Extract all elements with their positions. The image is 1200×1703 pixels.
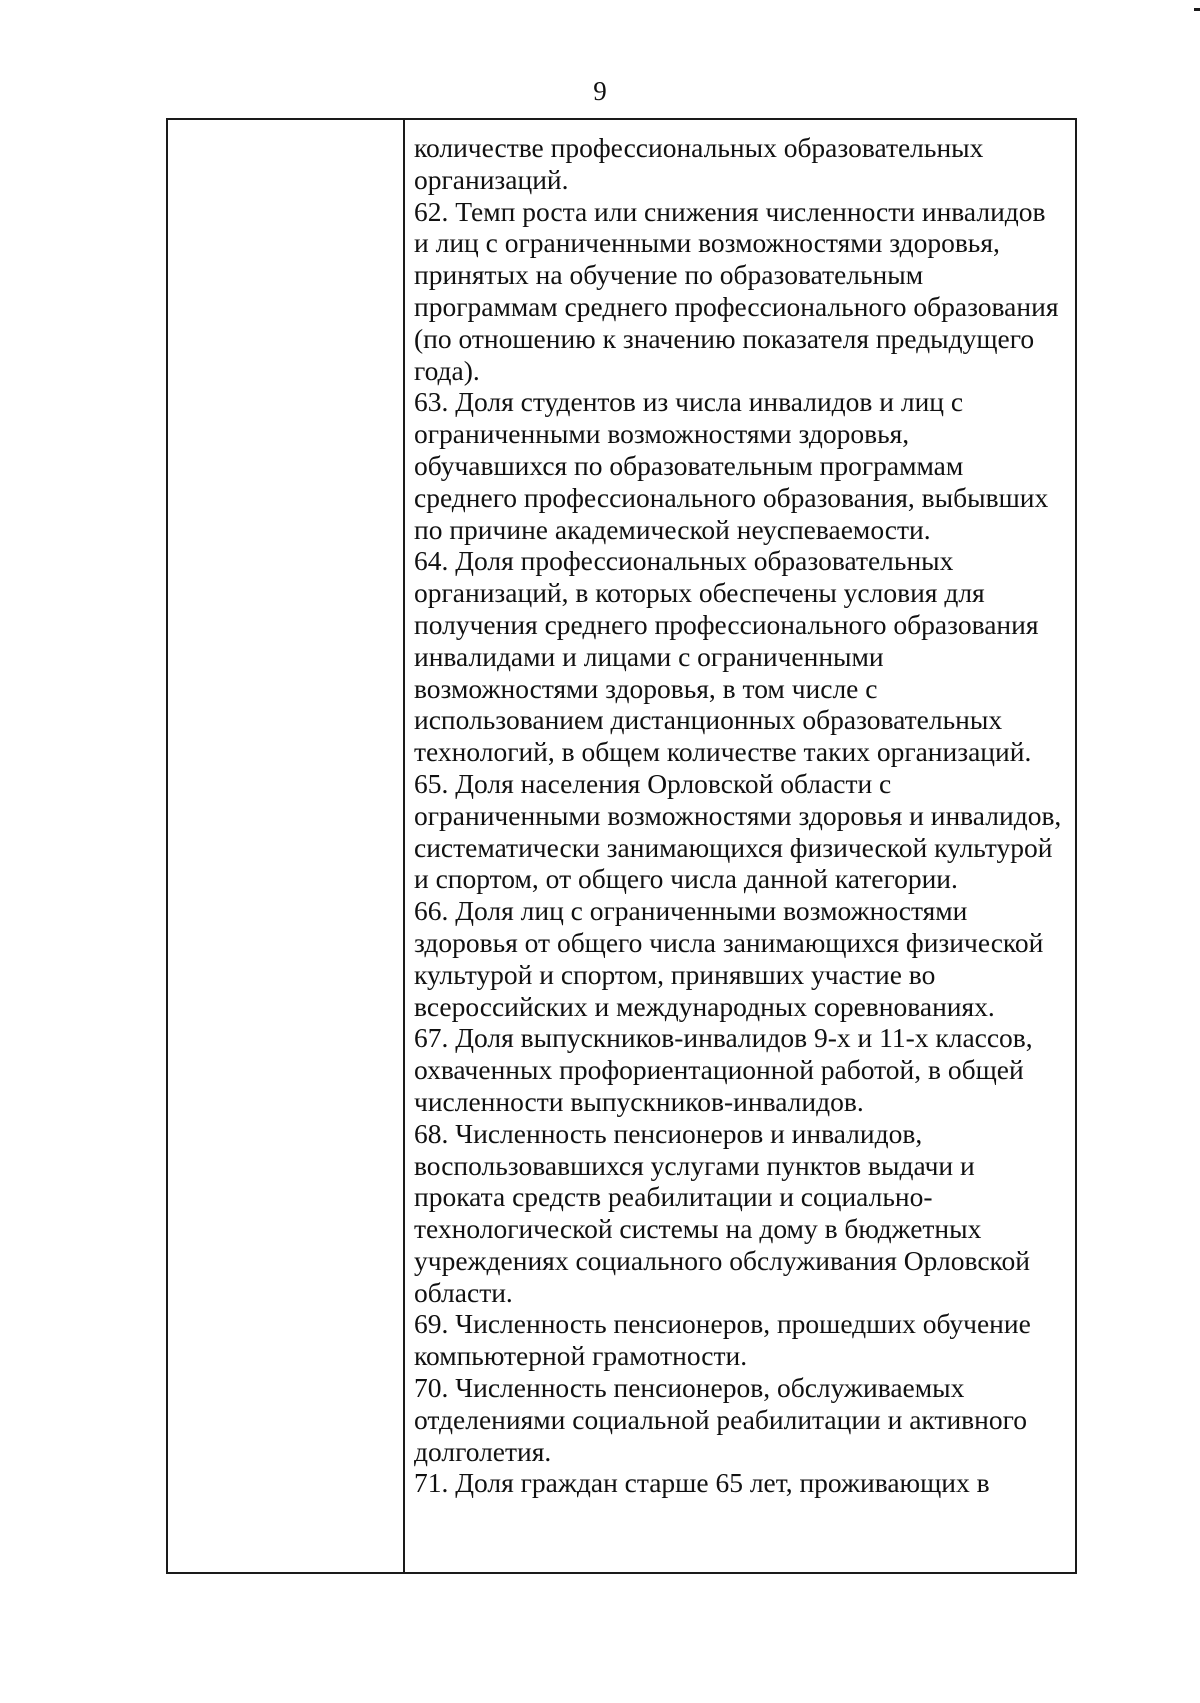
indicator-entry: 63. Доля студентов из числа инвалидов и лиц с ограниченными возможностями здоровья, обучавшихся по образовательным программам среднего профессионального образования, выбывших по причине академической неуспеваемости. bbox=[414, 386, 1049, 545]
table-right-column bbox=[405, 120, 1075, 1572]
indicator-entry: 71. Доля граждан старше 65 лет, проживающих в bbox=[414, 1467, 990, 1499]
indicator-entry: 67. Доля выпускников-инвалидов 9-х и 11-х классов, охваченных профориентационной работой, в общей численности выпускников-инвалидов. bbox=[414, 1022, 1033, 1117]
indicator-entry: количестве профессиональных образовательных организаций. bbox=[414, 132, 984, 195]
indicator-entry: 64. Доля профессиональных образовательных организаций, в которых обеспечены условия для получения среднего профессионального образования инвалидами и лицами с ограниченными возможностями здоровья, в том числе с использованием дистанционных образовательных технологий, в общем количестве таких организаций. bbox=[414, 545, 1039, 768]
indicator-entry: 68. Численность пенсионеров и инвалидов, воспользовавшихся услугами пунктов выдачи и проката средств реабилитации и социально-технологической системы на дому в бюджетных учреждениях социального обслуживания Орловской области. bbox=[414, 1117, 1030, 1308]
page-number: 9 bbox=[593, 76, 607, 106]
scan-edge-mark bbox=[1194, 8, 1200, 11]
indicator-entry: 65. Доля населения Орловской области с ограниченными возможностями здоровья и инвалидов, систематически занимающихся физической культурой и спортом, от общего числа данной категории. bbox=[414, 767, 1062, 895]
indicator-entry: 66. Доля лиц с ограниченными возможностями здоровья от общего числа занимающихся физической культурой и спортом, принявших участие во всероссийских и международных соревнованиях. bbox=[414, 895, 1044, 1022]
indicator-entry: 62. Темп роста или снижения численности инвалидов и лиц с ограниченными возможностями здоровья, принятых на обучение по образовательным программам среднего профессионального образования (по отношению к значению показателя предыдущего года). bbox=[414, 195, 1059, 386]
indicator-entry: 70. Численность пенсионеров, обслуживаемых отделениями социальной реабилитации и активного долголетия. bbox=[414, 1372, 1027, 1467]
indicator-entry: 69. Численность пенсионеров, прошедших обучение компьютерной грамотности. bbox=[414, 1308, 1031, 1372]
indicators-table bbox=[166, 118, 1077, 1574]
table-left-column bbox=[168, 120, 405, 1572]
